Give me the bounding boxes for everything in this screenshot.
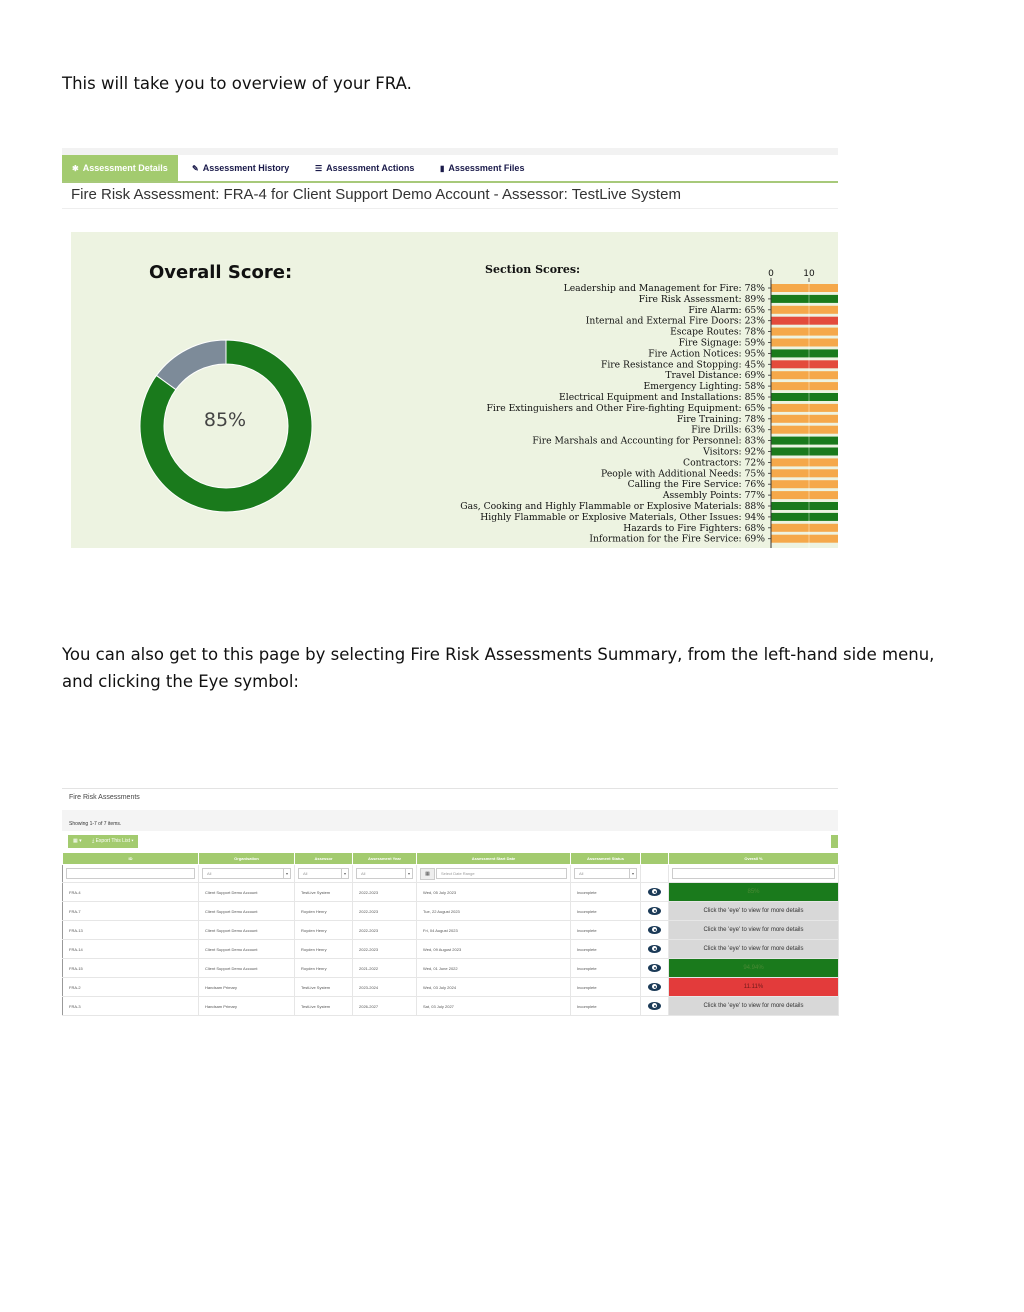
section-score-label: People with Additional Needs: 75% [601,468,765,480]
row-id: FRA-7 [63,902,199,921]
view-cell [641,997,669,1016]
row-id: FRA-3 [63,997,199,1016]
row-start-date: Sat, 03 July 2027 [417,997,571,1016]
row-overall: Click the 'eye' to view for more details [669,997,839,1016]
section-score-label: Calling the Fire Service: 76% [627,479,765,491]
export-list-button[interactable]: ⤓ Export This List ▾ [87,835,138,848]
organisation-filter[interactable]: All ▾ [202,868,291,879]
row-overall: Click the 'eye' to view for more details [669,902,839,921]
row-id: FRA-2 [63,978,199,997]
section-score-label: Hazards to Fire Fighters: 68% [623,522,765,534]
items-summary: Showing 1-7 of 7 items. [69,821,122,827]
table-row [63,902,839,921]
asterisk-icon: ✱ [72,164,79,173]
section-score-label: Internal and External Fire Doors: 23% [585,315,765,327]
row-overall: 85% [669,883,839,902]
row-year: 2022-2023 [353,940,417,959]
row-organisation: Client Support Demo Account [199,940,295,959]
assessment-overview-screenshot [62,148,838,550]
row-status: Incomplete [571,902,641,921]
row-status: Incomplete [571,978,641,997]
filter-row [63,865,839,883]
row-year: 2022-2023 [353,921,417,940]
eye-pupil [654,929,656,931]
section-score-bar [771,535,838,543]
panel-header [62,788,838,812]
view-cell [641,902,669,921]
assessor-filter[interactable]: All ▾ [298,868,349,879]
calendar-icon[interactable]: ▦ [420,868,435,880]
section-scores-label: Section Scores: [485,263,581,276]
eye-pupil [654,986,656,988]
tab-assessment-files[interactable]: ▮ Assessment Files [440,163,525,173]
view-cell [641,883,669,902]
row-status: Incomplete [571,921,641,940]
row-year: 2026-2027 [353,997,417,1016]
row-assessor: Royden Henry [295,921,353,940]
table-row [63,997,839,1016]
section-score-label: Travel Distance: 69% [665,370,765,382]
eye-pupil [654,910,656,912]
row-id: FRA-15 [63,959,199,978]
eye-icon[interactable] [648,1002,661,1010]
assessments-table [62,852,839,1016]
eye-pupil [654,1005,656,1007]
summary-bar [62,810,838,831]
row-organisation: Client Support Demo Account [199,959,295,978]
col-organisation[interactable]: Organisation [199,853,295,865]
section-score-bar [771,393,838,401]
row-id: FRA-13 [63,921,199,940]
toolbar-right-button[interactable] [831,835,838,848]
row-overall: Click the 'eye' to view for more details [669,940,839,959]
chevron-down-icon: ▾ [341,869,348,878]
section-score-label: Leadership and Management for Fire: 78% [563,283,765,294]
section-scores-chart [71,232,838,548]
row-start-date: Wed, 01 June 2022 [417,959,571,978]
section-score-label: Fire Signage: 59% [678,337,765,349]
row-start-date: Fri, 04 August 2023 [417,921,571,940]
row-organisation: Client Support Demo Account [199,902,295,921]
date-range-input[interactable]: Select Date Range [436,868,567,879]
tab-assessment-actions[interactable]: ☰ Assessment Actions [315,163,415,173]
section-score-bar [771,469,838,477]
assessments-summary-screenshot [62,788,838,1020]
table-header [63,853,839,865]
score-panel [71,232,838,548]
col-year[interactable]: Assessment Year [353,853,417,865]
view-cell [641,921,669,940]
section-score-bar [771,513,838,521]
chevron-down-icon: ▾ [283,869,290,878]
table-row [63,921,839,940]
view-cell [641,959,669,978]
row-status: Incomplete [571,959,641,978]
row-start-date: Wed, 03 July 2024 [417,978,571,997]
eye-icon[interactable] [648,907,661,915]
file-icon: ▮ [440,164,445,173]
list-icon: ☰ [315,164,323,173]
eye-icon[interactable] [648,945,661,953]
row-organisation: Client Support Demo Account [199,921,295,940]
view-cell [641,978,669,997]
view-cell [641,940,669,959]
row-year: 2022-2023 [353,883,417,902]
x-tick-label: 0 [768,269,774,279]
row-assessor: TestLive System [295,978,353,997]
row-year: 2022-2023 [353,902,417,921]
eye-icon[interactable] [648,983,661,991]
col-view [641,853,669,865]
section-score-label: Escape Routes: 78% [670,326,765,338]
section-score-label: Fire Marshals and Accounting for Personnel: 83% [532,435,765,447]
section-score-bar [771,371,838,379]
assessment-title: Fire Risk Assessment: FRA-4 for Client Support Demo Account - Assessor: TestLive System [71,186,681,203]
eye-icon[interactable] [648,964,661,972]
section-score-label: Fire Risk Assessment: 89% [638,293,765,305]
section-score-bar [771,480,838,488]
row-assessor: Royden Henry [295,959,353,978]
section-score-bar [771,295,838,303]
assessment-tabs [62,155,838,183]
row-overall: Click the 'eye' to view for more details [669,921,839,940]
section-score-label: Assembly Points: 77% [662,490,765,502]
section-score-label: Fire Drills: 63% [691,424,765,436]
section-score-bar [771,306,838,314]
section-score-label: Information for the Fire Service: 69% [589,533,765,545]
section-score-bar [771,437,838,445]
divider [62,208,838,209]
section-score-label: Fire Alarm: 65% [688,304,765,316]
section-score-bar [771,404,838,412]
section-score-bar [771,524,838,532]
row-start-date: Tue, 22 August 2023 [417,902,571,921]
row-assessor: Royden Henry [295,902,353,921]
eye-icon[interactable] [648,926,661,934]
row-organisation: Handsam Primary [199,978,295,997]
overall-score-label: Overall Score: [149,262,293,283]
intro-paragraph: This will take you to overview of your FRA. [62,74,412,93]
section-score-bar [771,448,838,456]
table-row [63,940,839,959]
col-overall[interactable]: Overall % [669,853,839,865]
col-status[interactable]: Assessment Status [571,853,641,865]
eye-pupil [654,948,656,950]
row-start-date: Wed, 09 August 2023 [417,940,571,959]
section-score-bar [771,426,838,434]
section-score-bar [771,502,838,510]
section-score-bar [771,349,838,357]
row-year: 2023-2024 [353,978,417,997]
table-row [63,883,839,902]
overall-filter-input[interactable] [672,868,835,879]
row-assessor: TestLive System [295,997,353,1016]
x-tick-label: 10 [803,269,815,279]
row-start-date: Wed, 05 July 2023 [417,883,571,902]
section-score-bar [771,360,838,368]
row-assessor: TestLive System [295,883,353,902]
table-row [63,959,839,978]
year-filter[interactable]: All ▾ [356,868,413,879]
section-score-bar [771,317,838,325]
section-score-label: Fire Resistance and Stopping: 45% [600,359,765,371]
row-status: Incomplete [571,940,641,959]
section-score-label: Gas, Cooking and Highly Flammable or Explosive Materials: 88% [460,501,765,512]
col-start-date[interactable]: Assessment Start Date [417,853,571,865]
row-year: 2021-2022 [353,959,417,978]
row-overall: 94.94% [669,959,839,978]
eye-icon[interactable] [648,888,661,896]
section-score-bar [771,339,838,347]
row-status: Incomplete [571,883,641,902]
col-id[interactable]: ID [63,853,199,865]
tab-assessment-details[interactable]: ✱ Assessment Details [62,155,178,181]
section-score-bar [771,458,838,466]
section-score-label: Contractors: 72% [683,457,765,469]
section-score-bar [771,382,838,390]
row-assessor: Royden Henry [295,940,353,959]
section-score-label: Fire Action Notices: 95% [648,348,765,360]
secondary-paragraph: You can also get to this page by selecting Fire Risk Assessments Summary, from the left-hand side menu, and clicking the Eye symbol: [62,645,935,691]
chevron-down-icon: ▾ [405,869,412,878]
section-score-label: Visitors: 92% [703,446,765,458]
section-score-label: Highly Flammable or Explosive Materials, Other Issues: 94% [480,511,765,523]
row-id: FRA-14 [63,940,199,959]
status-filter[interactable]: All ▾ [574,868,637,879]
eye-pupil [654,967,656,969]
panel-title: Fire Risk Assessments [69,794,140,801]
chevron-down-icon: ▾ [629,869,636,878]
row-organisation: Client Support Demo Account [199,883,295,902]
row-status: Incomplete [571,997,641,1016]
id-filter-input[interactable] [66,868,195,879]
row-id: FRA-4 [63,883,199,902]
section-score-bar [771,491,838,499]
row-organisation: Handsam Primary [199,997,295,1016]
overall-score-value: 85% [203,409,247,431]
section-score-bar [771,284,838,292]
table-row [63,978,839,997]
section-score-bar [771,328,838,336]
tab-assessment-history[interactable]: ✎ Assessment History [192,163,290,173]
pencil-icon: ✎ [192,164,199,173]
grid-options-button[interactable]: ▦ ▾ [68,835,87,848]
section-score-label: Fire Extinguishers and Other Fire-fighting Equipment: 65% [486,402,765,414]
col-assessor[interactable]: Assessor [295,853,353,865]
section-score-label: Fire Training: 78% [676,413,765,425]
section-score-bar [771,415,838,423]
row-overall: 11.11% [669,978,839,997]
eye-pupil [654,891,656,893]
section-score-label: Electrical Equipment and Installations: 85% [559,392,765,403]
section-score-label: Emergency Lighting: 58% [643,381,765,393]
